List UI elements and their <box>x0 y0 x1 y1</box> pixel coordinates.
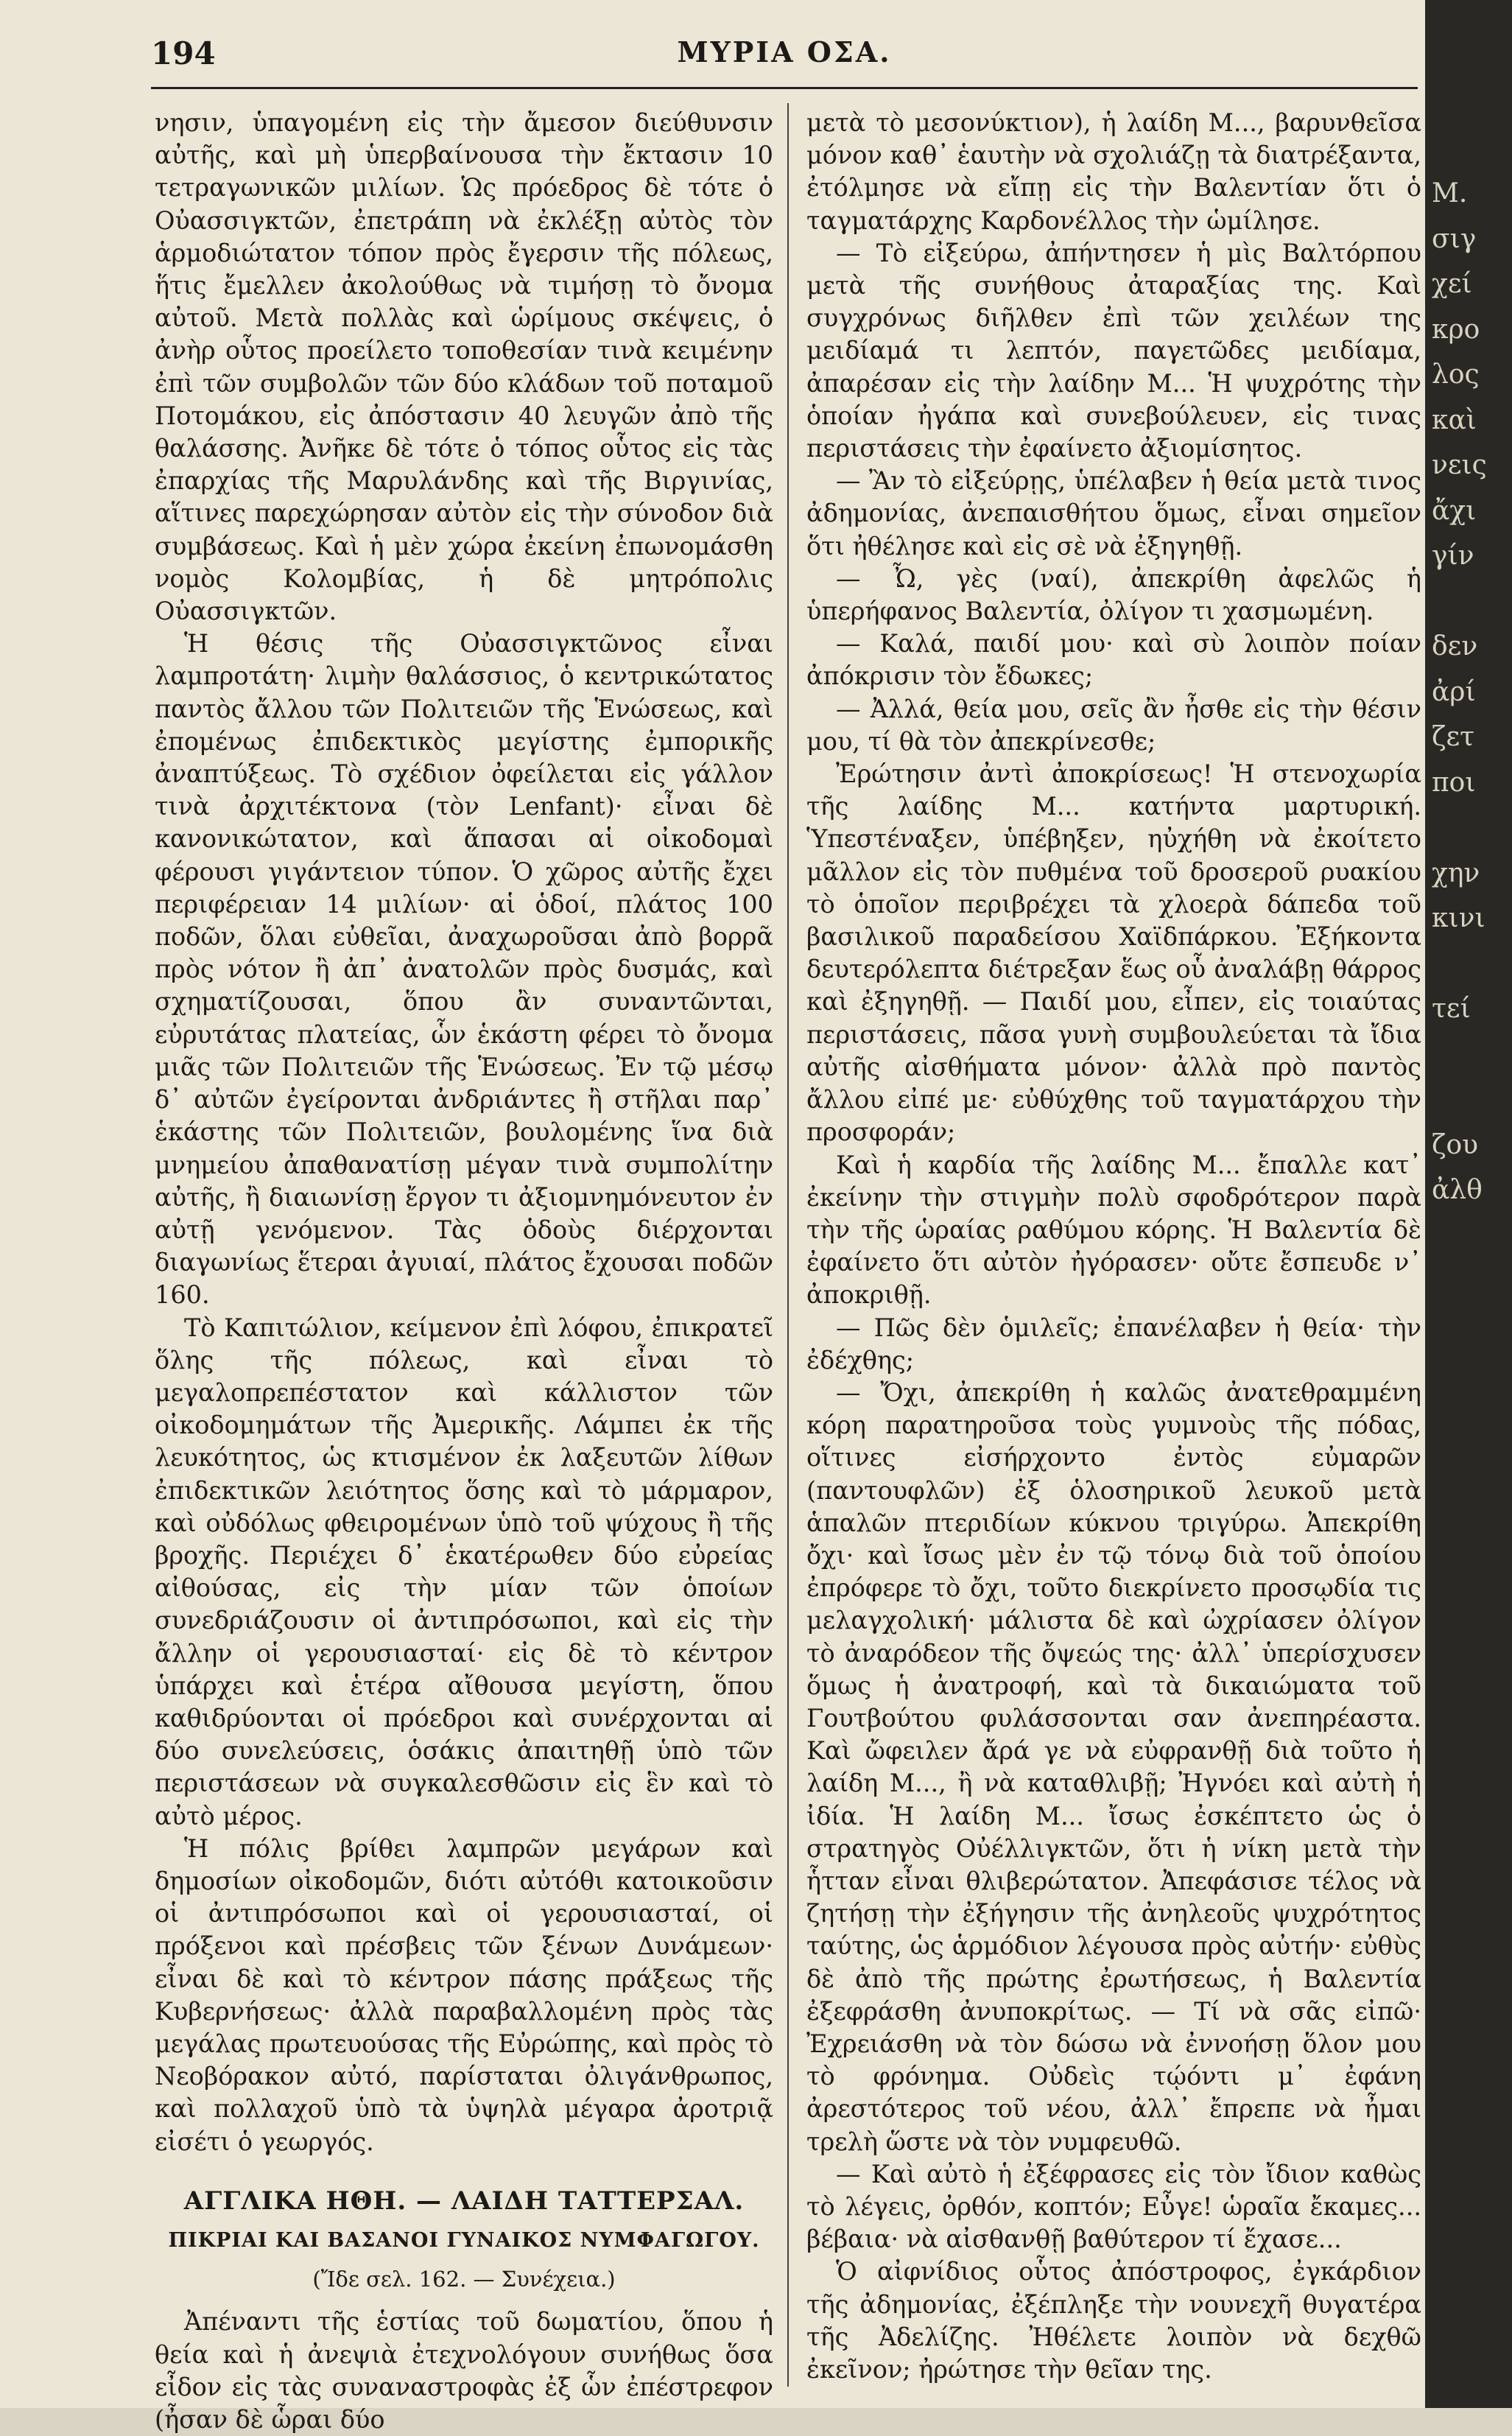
article-heading: ΑΓΓΛΙΚΑ ΗΘΗ. — ΛΑΙΔΗ ΤΑΤΤΕΡΣΑΛ. <box>183 2186 745 2216</box>
facing-page-line: νεις <box>1432 450 1487 480</box>
facing-page-line <box>1432 1304 1505 1349</box>
facing-page-line <box>1432 2300 1505 2346</box>
header-rule <box>151 87 1418 89</box>
facing-page-line <box>1432 2255 1505 2300</box>
paragraph: Ἐρώτησιν ἀντὶ ἀποκρίσεως! Ἡ στενοχωρία τῆς λαίδης Μ... κατήντα μαρτυρική. Ὑπεστέναξεν, ὑπέβηξεν, ηὐχήθη νὰ ἐκοίτετο μᾶλλον εἰς τὸν πυθμένα τοῦ δροσεροῦ ρυακίου τὸ ὁποῖον περιβρέχει τὰ χλοερὰ δάπεδα τοῦ βασιλικοῦ παραδείσου Χαϊδπάρκου. Ἐξήκοντα δευτερόλεπτα διέτρεξαν ἕως οὗ ἀναλάβῃ θάρρος καὶ ἐξηγηθῇ. — Παιδί μου, εἶπεν, εἰς τοιαύτας περιστάσεις, πᾶσα γυνὴ συμβουλεύεται τὰ ἴδια αὐτῆς αἰσθήματα μόνον· ἀλλὰ πρὸ παντὸς ἄλλου εἰπέ με· εὐθύχθης τοῦ ταγματάρχου τὴν προσφοράν; <box>806 759 1421 1147</box>
facing-page-line: καὶ <box>1432 404 1477 435</box>
facing-page-line <box>1432 1530 1505 1576</box>
facing-page-line: ἀλθ <box>1432 1175 1483 1205</box>
facing-page-line <box>1432 2029 1505 2074</box>
article-reference: (Ἴδε σελ. 162. — Συνέχεια.) <box>312 2267 616 2292</box>
facing-page-line: ζετ <box>1432 722 1475 752</box>
running-title: ΜΥΡΙΑ ΟΣΑ. <box>677 35 892 69</box>
facing-page-line <box>1432 1439 1505 1485</box>
facing-page-line <box>1432 1213 1505 1259</box>
facing-page-line: ζου <box>1432 1129 1479 1160</box>
paragraph: — Καλά, παιδί μου· καὶ σὺ λοιπὸν ποίαν ἀπόκρισιν τὸν ἔδωκες; <box>806 629 1421 691</box>
paragraph: — Ἀλλά, θεία μου, σεῖς ἂν ἦσθε εἰς τὴν θέσιν μου, τί θὰ τὸν ἀπεκρίνεσθε; <box>806 694 1421 756</box>
paragraph: — Ὄχι, ἀπεκρίθη ἡ καλῶς ἀνατεθραμμένη κόρη παρατηροῦσα τοὺς γυμνοὺς τῆς πόδας, οἵτινες εἰσήρχοντο ἐντὸς εὐμαρῶν (παντουφλῶν) ἐξ ὁλοσηρικοῦ λευκοῦ μετὰ ἁπαλῶν πτεριδίων κύκνου τριγύρω. Ἀπεκρίθη ὄχι· καὶ ἴσως μὲν ἐν τῷ τόνῳ διὰ τοῦ ὁποίου ἐπρόφερε τὸ ὄχι, τοῦτο διεκρίνετο προσῳδία τις μελαγχολική· μάλιστα δὲ καὶ ὠχρίασεν ὀλίγον τὸ ἀναρόδεον τῆς ὄψεώς της· ἀλλ᾽ ὑπερίσχυσεν ὅμως ἡ ἀνατροφή, καὶ τὰ δικαιώματα τοῦ Γουτβούτου φυλάσσονται σαν ἀνεπηρέαστα. Καὶ ὤφειλεν ἄρά γε νὰ εὐφρανθῇ διὰ τοῦτο ἡ λαίδη Μ..., ἢ νὰ καταθλιβῇ; Ἠγνόει καὶ αὐτὴ ἡ ἰδία. Ἡ λαίδη Μ... ἴσως ἐσκέπτετο ὡς ὁ στρατηγὸς Οὐέλλιγκτῶν, ὅτι ἡ νίκη μετὰ τὴν ἧτταν εἶναι θλιβερώτατον. Ἀπεφάσισε τέλος νὰ ζητήσῃ τὴν ἐξήγησιν τῆς ἀνηλεοῦς ψυχρότητος ταύτης, ὡς ἁρμόδιον λέγουσα πρὸς αὐτήν· εὐθὺς δὲ ἀπὸ τῆς πρώτης ἐρωτήσεως, ἡ Βαλεντία ἐξεφράσθη ἀνυποκρίτως. — Τί νὰ σᾶς εἰπῶ· Ἐχρειάσθη νὰ τὸν δώσω νὰ ἐννοήσῃ ὅλον μου τὸ φρόνημα. Οὐδεὶς τῴόντι μ᾽ ἐφάνη ἀρεστότερος τοῦ νέου, ἀλλ᾽ ἔπρεπε νὰ ἦμαι τρελὴ ὥστε νὰ τὸν νυμφευθῶ. <box>806 1377 1421 2156</box>
facing-page-line <box>1432 1621 1505 1666</box>
facing-page-line <box>1432 2210 1505 2256</box>
paragraph: μετὰ τὸ μεσονύκτιον), ἡ λαίδη Μ..., βαρυνθεῖσα μόνον καθ᾽ ἑαυτὴν νὰ σχολιάζῃ τὰ διατρέξαντα, ἐτόλμησε νὰ εἴπῃ εἰς τὴν Βαλεντίαν ὅτι ὁ ταγματάρχης Καρδονέλλος τὴν ὡμίλησε. <box>806 108 1421 235</box>
facing-page-line <box>1432 1802 1505 1847</box>
paragraph: Ἡ θέσις τῆς Οὐασσιγκτῶνος εἶναι λαμπροτάτη· λιμὴν θαλάσσιος, ὁ κεντρικώτατος παντὸς ἄλλου τῶν Πολιτειῶν τῆς Ἑνώσεως, καὶ ἐπομένως ἐπιδεκτικὸς μεγίστης ἐμπορικῆς ἀναπτύξεως. Τὸ σχέδιον ὀφείλεται εἰς γάλλον τινὰ ἀρχιτέκτονα (τὸν Lenfant)· εἶναι δὲ κανονικώτατον, καὶ ἅπασαι αἱ οἰκοδομαὶ φέρουσι γιγάντειον τύπον. Ὁ χῶρος αὐτῆς ἔχει περιφέρειαν 14 μιλίων· αἱ ὁδοί, πλάτος 100 ποδῶν, ὅλαι εὐθεῖαι, ἀναχωροῦσαι ἀπὸ βορρᾶ πρὸς νότον ἢ ἀπ᾽ ἀνατολῶν πρὸς δυσμάς, καὶ σχηματίζουσαι, ὅπου ἂν συναντῶνται, εὐρυτάτας πλατείας, ὧν ἑκάστη φέρει τὸ ὄνομα μιᾶς τῶν Πολιτειῶν τῆς Ἑνώσεως. Ἐν τῷ μέσῳ δ᾽ αὐτῶν ἐγείρονται ἀνδριάντες ἢ στῆλαι παρ᾽ ἑκάστης τῶν Πολιτειῶν, βουλομένης ἵνα διὰ μνημείου ἀπαθανατίσῃ μέγαν τινὰ συμπολίτην αὐτῆς, ἢ διαιωνίσῃ ἔργον τι ἀξιομνημόνευτον ἐν αὐτῇ γενόμενον. Τὰς ὁδοὺς διέρχονται διαγωνίως ἕτεραι ἀγυιαί, πλάτος ἔχουσαι ποδῶν 160. <box>155 629 773 1310</box>
facing-page-line <box>1432 1258 1505 1304</box>
facing-page-line <box>1432 1349 1505 1394</box>
facing-page-line <box>1432 805 1505 851</box>
article-subheading: ΠΙΚΡΙΑΙ ΚΑΙ ΒΑΣΑΝΟΙ ΓΥΝΑΙΚΟΣ ΝΥΜΦΑΓΩΓΟΥ. <box>168 2229 760 2252</box>
facing-page-line <box>1432 1711 1505 1757</box>
facing-page-line: τεί <box>1432 994 1471 1024</box>
paragraph: — Τὸ εἰξεύρω, ἀπήντησεν ἡ μὶς Βαλτόρπου μετὰ τῆς συνήθους ἀταραξίας της. Καὶ συγχρόνως διῆλθεν ἐπὶ τῶν χειλέων της μειδίαμά τι λεπτόν, παγετῶδες μειδίαμα, ἀπαρέσαν εἰς τὴν λαίδην Μ... Ἡ ψυχρότης τὴν ὁποίαν ἠγάπα καὶ συνεβούλευεν, εἰς τινας περιστάσεις τὴν ἐφαίνετο ἀξιομίσητος. <box>806 238 1421 463</box>
facing-page-line <box>1432 1938 1505 1984</box>
facing-page-line <box>1432 1394 1505 1440</box>
facing-page-line <box>1432 1892 1505 1938</box>
column-divider <box>787 103 789 2387</box>
paragraph: Ὁ αἰφνίδιος οὗτος ἀπόστροφος, ἐγκάρδιον τῆς ἀδημονίας, ἐξέπληξε τὴν νουνεχῆ θυγατέρα τῆς Ἀδελίζης. Ἠθέλετε λοιπὸν νὰ δεχθῶ ἐκεῖνον; ἠρώτησε τὴν θεῖαν της. <box>806 2257 1421 2384</box>
facing-page-line <box>1432 1847 1505 1893</box>
facing-page-line: Μ. <box>1432 178 1468 208</box>
left-column <box>155 107 773 2436</box>
paragraph: — Καὶ αὐτὸ ἡ ἐξέφρασες εἰς τὸν ἴδιον καθὼς τὸ λέγεις, ὀρθόν, κοπτόν; Εὖγε! ὡραῖα ἔκαμες... βέβαια· νὰ αἰσθανθῇ βαθύτερον τί ἔχασε... <box>806 2159 1421 2254</box>
right-column <box>806 107 1421 2386</box>
facing-page-line <box>1432 579 1505 625</box>
facing-page-line <box>1432 1032 1505 1078</box>
facing-page-line: ἀρί <box>1432 676 1476 707</box>
facing-page-text <box>1432 171 1505 2345</box>
facing-page-line <box>1432 2164 1505 2210</box>
facing-page-line: χην <box>1432 857 1480 888</box>
paragraph: νησιν, ὑπαγομένη εἰς τὴν ἄμεσον διεύθυνσιν αὐτῆς, καὶ μὴ ὑπερβαίνουσα τὴν ἔκτασιν 10 τετραγωνικῶν μιλίων. Ὡς πρόεδρος δὲ τότε ὁ Οὐασσιγκτῶν, ἐπετράπη νὰ ἐκλέξῃ αὐτὸς τὸν ἁρμοδιώτατον τόπον πρὸς ἔγερσιν τῆς πόλεως, ἥτις ἔμελλεν ἀκολούθως νὰ τιμήσῃ τὸ ὄνομα αὐτοῦ. Μετὰ πολλὰς καὶ ὡρίμους σκέψεις, ὁ ἀνὴρ οὗτος προείλετο τοποθεσίαν τινὰ κειμένην ἐπὶ τῶν συμβολῶν τῶν δύο κλάδων τοῦ ποταμοῦ Ποτομάκου, εἰς ἀπόστασιν 40 λευγῶν ἀπὸ τῆς θαλάσσης. Ἀνῆκε δὲ τότε ὁ τόπος οὗτος εἰς τὰς ἐπαρχίας τῆς Μαρυλάνδης καὶ τῆς Βιργινίας, αἵτινες παρεχώρησαν αὐτὸν εἰς τὴν σύνοδον διὰ συμβάσεως. Καὶ ἡ μὲν χώρα ἐκείνη ἐπωνομάσθη νομὸς Κολομβίας, ἡ δὲ μητρόπολις Οὐασσιγκτῶν. <box>155 108 773 626</box>
paragraph: Τὸ Καπιτώλιον, κείμενον ἐπὶ λόφου, ἐπικρατεῖ ὅλης τῆς πόλεως, καὶ εἶναι τὸ μεγαλοπρεπέστατον καὶ κάλλιστον τῶν οἰκοδομημάτων τῆς Ἀμερικῆς. Λάμπει ἐκ τῆς λευκότητος, ὡς κτισμένον ἐκ λαξευτῶν λίθων ἐπιδεκτικῶν λειότητος ὅσης καὶ τὸ μάρμαρον, καὶ οὐδόλως φθειρομένων ὑπὸ τοῦ ψύχους ἢ τῆς βροχῆς. Περιέχει δ᾽ ἑκατέρωθεν δύο εὐρείας αἰθούσας, εἰς τὴν μίαν τῶν ὁποίων συνεδριάζουσιν οἱ ἀντιπρόσωποι, καὶ εἰς τὴν ἄλλην οἱ γερουσιασταί· εἰς δὲ τὸ κέντρον ὑπάρχει καὶ ἑτέρα αἴθουσα μεγίστη, ὅπου καθιδρύονται οἱ πρόεδροι καὶ συνέρχονται αἱ δύο συνελεύσεις, ὁσάκις ἀπαιτηθῇ ὑπὸ τῶν περιστάσεων νὰ συγκαλεσθῶσιν εἰς ἓν καὶ τὸ αὐτὸ μέρος. <box>155 1313 773 1830</box>
facing-page-line <box>1432 2074 1505 2119</box>
paragraph: Ἡ πόλις βρίθει λαμπρῶν μεγάρων καὶ δημοσίων οἰκοδομῶν, διότι αὐτόθι κατοικοῦσιν οἱ ἀντιπρόσωποι καὶ οἱ γερουσιασταί, οἱ πρόξενοι καὶ πρέσβεις τῶν ξένων Δυνάμεων· εἶναι δὲ καὶ τὸ κέντρον πάσης πράξεως τῆς Κυβερνήσεως· ἀλλὰ παραβαλλομένη πρὸς τὰς μεγάλας πρωτευούσας τῆς Εὐρώπης, καὶ πρὸς τὸ Νεοβόρακον αὐτό, παρίσταται ὀλιγάνθρωπος, καὶ πολλαχοῦ ὑπὸ τὰ ὑψηλὰ μέγαρα ἀροτριᾷ εἰσέτι ὁ γεωργός. <box>155 1833 773 2156</box>
facing-page-line: ποι <box>1432 767 1476 798</box>
facing-page-line <box>1432 1757 1505 1803</box>
paragraph: — Ἂν τὸ εἰξεύρῃς, ὑπέλαβεν ἡ θεία μετὰ τινος ἀδημονίας, ἀνεπαισθήτου ὅμως, εἶναι σημεῖον ὅτι ἠθέλησε καὶ εἰς σὲ νὰ ἐξηγηθῇ. <box>806 466 1421 561</box>
paragraph: — Ὦ, γὲς (ναί), ἀπεκρίθη ἀφελῶς ἡ ὑπερήφανος Βαλεντία, ὀλίγον τι χασμωμένη. <box>806 564 1421 626</box>
facing-page-line: χεί <box>1432 269 1472 299</box>
facing-page-line: σιγ <box>1432 223 1477 254</box>
facing-page-line <box>1432 1576 1505 1621</box>
facing-page-line <box>1432 1077 1505 1123</box>
facing-page-line <box>1432 1666 1505 1712</box>
facing-page-line <box>1432 1983 1505 2029</box>
facing-page-line: δεν <box>1432 631 1478 661</box>
paragraph: — Πῶς δὲν ὁμιλεῖς; ἐπανέλαβεν ἡ θεία· τὴν ἐδέχθης; <box>806 1313 1421 1375</box>
facing-page-line: ἄχι <box>1432 495 1477 526</box>
facing-page-line <box>1432 1485 1505 1531</box>
page-number: 194 <box>151 35 216 71</box>
page-header <box>151 35 1418 94</box>
facing-page-line <box>1432 2119 1505 2165</box>
facing-page-line: κρο <box>1432 314 1480 345</box>
facing-page-line: λος <box>1432 359 1480 390</box>
facing-page-line: κινι <box>1432 903 1485 933</box>
paragraph: Καὶ ἡ καρδία τῆς λαίδης Μ... ἔπαλλε κατ᾽ ἐκείνην τὴν στιγμὴν πολὺ σφοδρότερον παρὰ τὴν τῆς ὡραίας ραθύμου κόρης. Ἡ Βαλεντία δὲ ἐφαίνετο ὅτι αὐτὸν ἠγόρασεν· οὔτε ἔσπευδε ν᾽ ἀποκριθῇ. <box>806 1150 1421 1310</box>
facing-page-line <box>1432 941 1505 987</box>
paragraph: Ἀπέναντι τῆς ἑστίας τοῦ δωματίου, ὅπου ἡ θεία καὶ ἡ ἀνεψιὰ ἐτεχνολόγουν συνήθως ὅσα εἶδον εἰς τὰς συναναστροφὰς ἐξ ὧν ἐπέστρεφον (ἦσαν δὲ ὧραι δύο <box>155 2307 773 2435</box>
facing-page-line: γίν <box>1432 541 1474 571</box>
